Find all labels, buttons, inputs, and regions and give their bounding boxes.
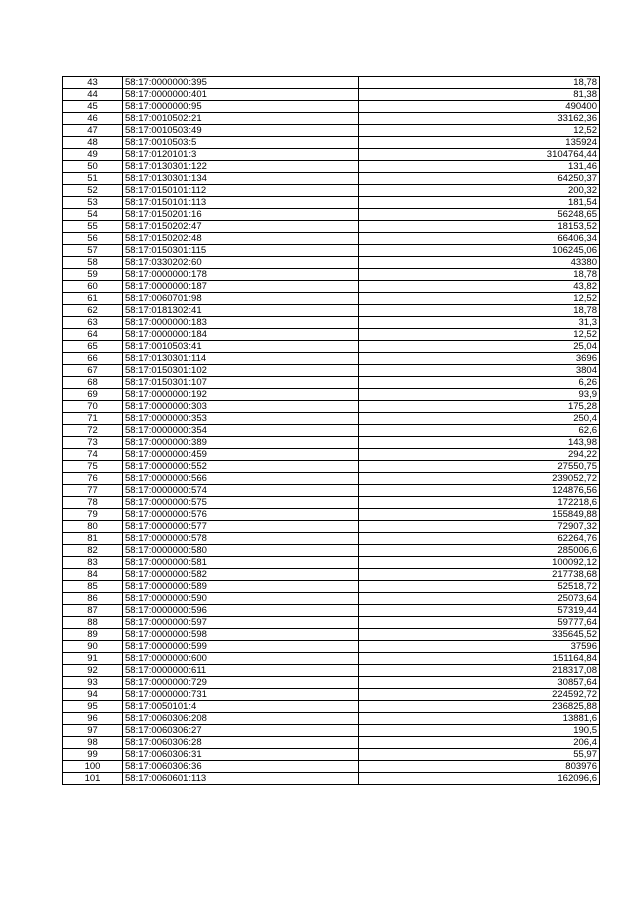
- table-row: [63, 701, 600, 713]
- value-cell: 106245,06: [359, 245, 600, 257]
- table-row: [63, 677, 600, 689]
- row-number-cell: 65: [63, 341, 123, 353]
- value-cell: 285006,6: [359, 545, 600, 557]
- row-number-cell: 76: [63, 473, 123, 485]
- value-cell: 55,97: [359, 749, 600, 761]
- row-number-cell: 69: [63, 389, 123, 401]
- row-number-cell: 83: [63, 557, 123, 569]
- table-row: [63, 113, 600, 125]
- value-cell: 64250,37: [359, 173, 600, 185]
- cadastral-number-cell: 58:17:0000000:731: [123, 689, 359, 701]
- cadastral-number-cell: 58:17:0000000:389: [123, 437, 359, 449]
- cadastral-number-cell: 58:17:0060306:208: [123, 713, 359, 725]
- cadastral-number-cell: 58:17:0150301:102: [123, 365, 359, 377]
- row-number-cell: 63: [63, 317, 123, 329]
- row-number-cell: 45: [63, 101, 123, 113]
- table-row: [63, 725, 600, 737]
- table-row: [63, 293, 600, 305]
- cadastral-number-cell: 58:17:0000000:354: [123, 425, 359, 437]
- cadastral-number-cell: 58:17:0000000:187: [123, 281, 359, 293]
- table-row: [63, 533, 600, 545]
- value-cell: 131,46: [359, 161, 600, 173]
- row-number-cell: 67: [63, 365, 123, 377]
- table-row: [63, 653, 600, 665]
- table-row: [63, 101, 600, 113]
- row-number-cell: 90: [63, 641, 123, 653]
- table-row: [63, 389, 600, 401]
- table-row: [63, 557, 600, 569]
- table-row: [63, 233, 600, 245]
- table-row: [63, 281, 600, 293]
- row-number-cell: 87: [63, 605, 123, 617]
- cadastral-number-cell: 58:17:0000000:596: [123, 605, 359, 617]
- value-cell: 56248,65: [359, 209, 600, 221]
- table-row: [63, 365, 600, 377]
- row-number-cell: 88: [63, 617, 123, 629]
- table-row: [63, 473, 600, 485]
- table-row: [63, 257, 600, 269]
- row-number-cell: 46: [63, 113, 123, 125]
- document-page: [62, 76, 599, 785]
- table-row: [63, 197, 600, 209]
- table-body: [63, 77, 600, 785]
- cadastral-number-cell: 58:17:0000000:395: [123, 77, 359, 89]
- row-number-cell: 57: [63, 245, 123, 257]
- table-row: [63, 545, 600, 557]
- cadastral-number-cell: 58:17:0150202:47: [123, 221, 359, 233]
- table-row: [63, 377, 600, 389]
- row-number-cell: 81: [63, 533, 123, 545]
- row-number-cell: 50: [63, 161, 123, 173]
- row-number-cell: 49: [63, 149, 123, 161]
- table-row: [63, 497, 600, 509]
- table-row: [63, 737, 600, 749]
- value-cell: 224592,72: [359, 689, 600, 701]
- cadastral-number-cell: 58:17:0010503:5: [123, 137, 359, 149]
- row-number-cell: 84: [63, 569, 123, 581]
- row-number-cell: 78: [63, 497, 123, 509]
- value-cell: 218317,08: [359, 665, 600, 677]
- cadastral-table: [62, 76, 600, 785]
- cadastral-number-cell: 58:17:0330202:60: [123, 257, 359, 269]
- value-cell: 27550,75: [359, 461, 600, 473]
- value-cell: 62264,76: [359, 533, 600, 545]
- value-cell: 206,4: [359, 737, 600, 749]
- cadastral-number-cell: 58:17:0130301:122: [123, 161, 359, 173]
- cadastral-number-cell: 58:17:0060306:28: [123, 737, 359, 749]
- row-number-cell: 92: [63, 665, 123, 677]
- cadastral-number-cell: 58:17:0000000:729: [123, 677, 359, 689]
- cadastral-number-cell: 58:17:0060306:27: [123, 725, 359, 737]
- value-cell: 162096,6: [359, 773, 600, 785]
- table-row: [63, 641, 600, 653]
- table-row: [63, 689, 600, 701]
- value-cell: 200,32: [359, 185, 600, 197]
- value-cell: 43380: [359, 257, 600, 269]
- value-cell: 190,5: [359, 725, 600, 737]
- cadastral-number-cell: 58:17:0000000:582: [123, 569, 359, 581]
- value-cell: 93,9: [359, 389, 600, 401]
- cadastral-number-cell: 58:17:0000000:401: [123, 89, 359, 101]
- cadastral-number-cell: 58:17:0120101:3: [123, 149, 359, 161]
- value-cell: 6,26: [359, 377, 600, 389]
- table-row: [63, 509, 600, 521]
- cadastral-number-cell: 58:17:0000000:184: [123, 329, 359, 341]
- table-row: [63, 581, 600, 593]
- value-cell: 43,82: [359, 281, 600, 293]
- cadastral-number-cell: 58:17:0150301:115: [123, 245, 359, 257]
- table-row: [63, 353, 600, 365]
- row-number-cell: 79: [63, 509, 123, 521]
- cadastral-number-cell: 58:17:0000000:598: [123, 629, 359, 641]
- row-number-cell: 75: [63, 461, 123, 473]
- value-cell: 57319,44: [359, 605, 600, 617]
- value-cell: 236825,88: [359, 701, 600, 713]
- cadastral-number-cell: 58:17:0000000:459: [123, 449, 359, 461]
- cadastral-number-cell: 58:17:0000000:576: [123, 509, 359, 521]
- row-number-cell: 100: [63, 761, 123, 773]
- table-row: [63, 521, 600, 533]
- table-row: [63, 149, 600, 161]
- cadastral-number-cell: 58:17:0000000:552: [123, 461, 359, 473]
- value-cell: 155849,88: [359, 509, 600, 521]
- value-cell: 250,4: [359, 413, 600, 425]
- table-row: [63, 605, 600, 617]
- value-cell: 124876,56: [359, 485, 600, 497]
- table-row: [63, 209, 600, 221]
- value-cell: 12,52: [359, 293, 600, 305]
- table-row: [63, 269, 600, 281]
- cadastral-number-cell: 58:17:0000000:577: [123, 521, 359, 533]
- table-row: [63, 329, 600, 341]
- row-number-cell: 56: [63, 233, 123, 245]
- table-row: [63, 305, 600, 317]
- cadastral-number-cell: 58:17:0060601:113: [123, 773, 359, 785]
- cadastral-number-cell: 58:17:0000000:599: [123, 641, 359, 653]
- cadastral-number-cell: 58:17:0000000:95: [123, 101, 359, 113]
- cadastral-number-cell: 58:17:0000000:192: [123, 389, 359, 401]
- value-cell: 62,6: [359, 425, 600, 437]
- cadastral-number-cell: 58:17:0150101:112: [123, 185, 359, 197]
- cadastral-number-cell: 58:17:0000000:578: [123, 533, 359, 545]
- value-cell: 217738,68: [359, 569, 600, 581]
- value-cell: 12,52: [359, 329, 600, 341]
- table-row: [63, 245, 600, 257]
- cadastral-number-cell: 58:17:0000000:611: [123, 665, 359, 677]
- value-cell: 18,78: [359, 305, 600, 317]
- cadastral-number-cell: 58:17:0181302:41: [123, 305, 359, 317]
- table-row: [63, 221, 600, 233]
- value-cell: 239052,72: [359, 473, 600, 485]
- cadastral-number-cell: 58:17:0130301:134: [123, 173, 359, 185]
- table-row: [63, 173, 600, 185]
- table-row: [63, 425, 600, 437]
- row-number-cell: 70: [63, 401, 123, 413]
- value-cell: 335645,52: [359, 629, 600, 641]
- table-row: [63, 713, 600, 725]
- value-cell: 18,78: [359, 269, 600, 281]
- value-cell: 803976: [359, 761, 600, 773]
- row-number-cell: 71: [63, 413, 123, 425]
- cadastral-number-cell: 58:17:0000000:303: [123, 401, 359, 413]
- row-number-cell: 73: [63, 437, 123, 449]
- row-number-cell: 68: [63, 377, 123, 389]
- row-number-cell: 82: [63, 545, 123, 557]
- value-cell: 25,04: [359, 341, 600, 353]
- row-number-cell: 98: [63, 737, 123, 749]
- value-cell: 294,22: [359, 449, 600, 461]
- cadastral-number-cell: 58:17:0050101:4: [123, 701, 359, 713]
- cadastral-number-cell: 58:17:0000000:574: [123, 485, 359, 497]
- row-number-cell: 80: [63, 521, 123, 533]
- cadastral-number-cell: 58:17:0060701:98: [123, 293, 359, 305]
- table-row: [63, 665, 600, 677]
- value-cell: 143,98: [359, 437, 600, 449]
- table-row: [63, 617, 600, 629]
- row-number-cell: 54: [63, 209, 123, 221]
- table-row: [63, 629, 600, 641]
- value-cell: 490400: [359, 101, 600, 113]
- row-number-cell: 94: [63, 689, 123, 701]
- table-row: [63, 137, 600, 149]
- value-cell: 30857,64: [359, 677, 600, 689]
- value-cell: 72907,32: [359, 521, 600, 533]
- row-number-cell: 96: [63, 713, 123, 725]
- cadastral-number-cell: 58:17:0010502:21: [123, 113, 359, 125]
- row-number-cell: 74: [63, 449, 123, 461]
- row-number-cell: 85: [63, 581, 123, 593]
- cadastral-number-cell: 58:17:0000000:589: [123, 581, 359, 593]
- value-cell: 175,28: [359, 401, 600, 413]
- row-number-cell: 59: [63, 269, 123, 281]
- row-number-cell: 51: [63, 173, 123, 185]
- table-row: [63, 761, 600, 773]
- value-cell: 52518,72: [359, 581, 600, 593]
- cadastral-number-cell: 58:17:0000000:183: [123, 317, 359, 329]
- table-row: [63, 89, 600, 101]
- cadastral-number-cell: 58:17:0150202:48: [123, 233, 359, 245]
- value-cell: 66406,34: [359, 233, 600, 245]
- value-cell: 172218,6: [359, 497, 600, 509]
- row-number-cell: 62: [63, 305, 123, 317]
- row-number-cell: 91: [63, 653, 123, 665]
- value-cell: 18153,52: [359, 221, 600, 233]
- cadastral-number-cell: 58:17:0000000:580: [123, 545, 359, 557]
- row-number-cell: 47: [63, 125, 123, 137]
- row-number-cell: 89: [63, 629, 123, 641]
- table-row: [63, 773, 600, 785]
- table-row: [63, 413, 600, 425]
- table-row: [63, 485, 600, 497]
- value-cell: 37596: [359, 641, 600, 653]
- row-number-cell: 55: [63, 221, 123, 233]
- row-number-cell: 93: [63, 677, 123, 689]
- row-number-cell: 72: [63, 425, 123, 437]
- value-cell: 135924: [359, 137, 600, 149]
- cadastral-number-cell: 58:17:0150101:113: [123, 197, 359, 209]
- row-number-cell: 101: [63, 773, 123, 785]
- cadastral-number-cell: 58:17:0000000:581: [123, 557, 359, 569]
- cadastral-number-cell: 58:17:0000000:600: [123, 653, 359, 665]
- table-row: [63, 185, 600, 197]
- value-cell: 31,3: [359, 317, 600, 329]
- row-number-cell: 95: [63, 701, 123, 713]
- value-cell: 3696: [359, 353, 600, 365]
- row-number-cell: 58: [63, 257, 123, 269]
- value-cell: 12,52: [359, 125, 600, 137]
- row-number-cell: 64: [63, 329, 123, 341]
- value-cell: 3804: [359, 365, 600, 377]
- value-cell: 33162,36: [359, 113, 600, 125]
- table-row: [63, 341, 600, 353]
- value-cell: 151164,84: [359, 653, 600, 665]
- row-number-cell: 97: [63, 725, 123, 737]
- value-cell: 3104764,44: [359, 149, 600, 161]
- table-row: [63, 593, 600, 605]
- cadastral-number-cell: 58:17:0010503:49: [123, 125, 359, 137]
- value-cell: 13881,6: [359, 713, 600, 725]
- cadastral-number-cell: 58:17:0150201:16: [123, 209, 359, 221]
- table-row: [63, 125, 600, 137]
- cadastral-number-cell: 58:17:0130301:114: [123, 353, 359, 365]
- row-number-cell: 61: [63, 293, 123, 305]
- cadastral-number-cell: 58:17:0010503:41: [123, 341, 359, 353]
- cadastral-number-cell: 58:17:0000000:575: [123, 497, 359, 509]
- cadastral-number-cell: 58:17:0000000:566: [123, 473, 359, 485]
- cadastral-number-cell: 58:17:0000000:353: [123, 413, 359, 425]
- value-cell: 181,54: [359, 197, 600, 209]
- cadastral-number-cell: 58:17:0150301:107: [123, 377, 359, 389]
- cadastral-number-cell: 58:17:0000000:590: [123, 593, 359, 605]
- row-number-cell: 44: [63, 89, 123, 101]
- value-cell: 81,38: [359, 89, 600, 101]
- row-number-cell: 66: [63, 353, 123, 365]
- table-row: [63, 161, 600, 173]
- cadastral-number-cell: 58:17:0000000:597: [123, 617, 359, 629]
- row-number-cell: 99: [63, 749, 123, 761]
- table-row: [63, 569, 600, 581]
- table-row: [63, 401, 600, 413]
- value-cell: 18,78: [359, 77, 600, 89]
- table-row: [63, 461, 600, 473]
- table-row: [63, 749, 600, 761]
- row-number-cell: 52: [63, 185, 123, 197]
- cadastral-number-cell: 58:17:0060306:36: [123, 761, 359, 773]
- cadastral-number-cell: 58:17:0000000:178: [123, 269, 359, 281]
- cadastral-number-cell: 58:17:0060306:31: [123, 749, 359, 761]
- value-cell: 59777,64: [359, 617, 600, 629]
- row-number-cell: 53: [63, 197, 123, 209]
- row-number-cell: 43: [63, 77, 123, 89]
- row-number-cell: 48: [63, 137, 123, 149]
- value-cell: 100092,12: [359, 557, 600, 569]
- table-row: [63, 449, 600, 461]
- row-number-cell: 86: [63, 593, 123, 605]
- row-number-cell: 77: [63, 485, 123, 497]
- table-row: [63, 437, 600, 449]
- value-cell: 25073,64: [359, 593, 600, 605]
- row-number-cell: 60: [63, 281, 123, 293]
- table-row: [63, 77, 600, 89]
- table-row: [63, 317, 600, 329]
